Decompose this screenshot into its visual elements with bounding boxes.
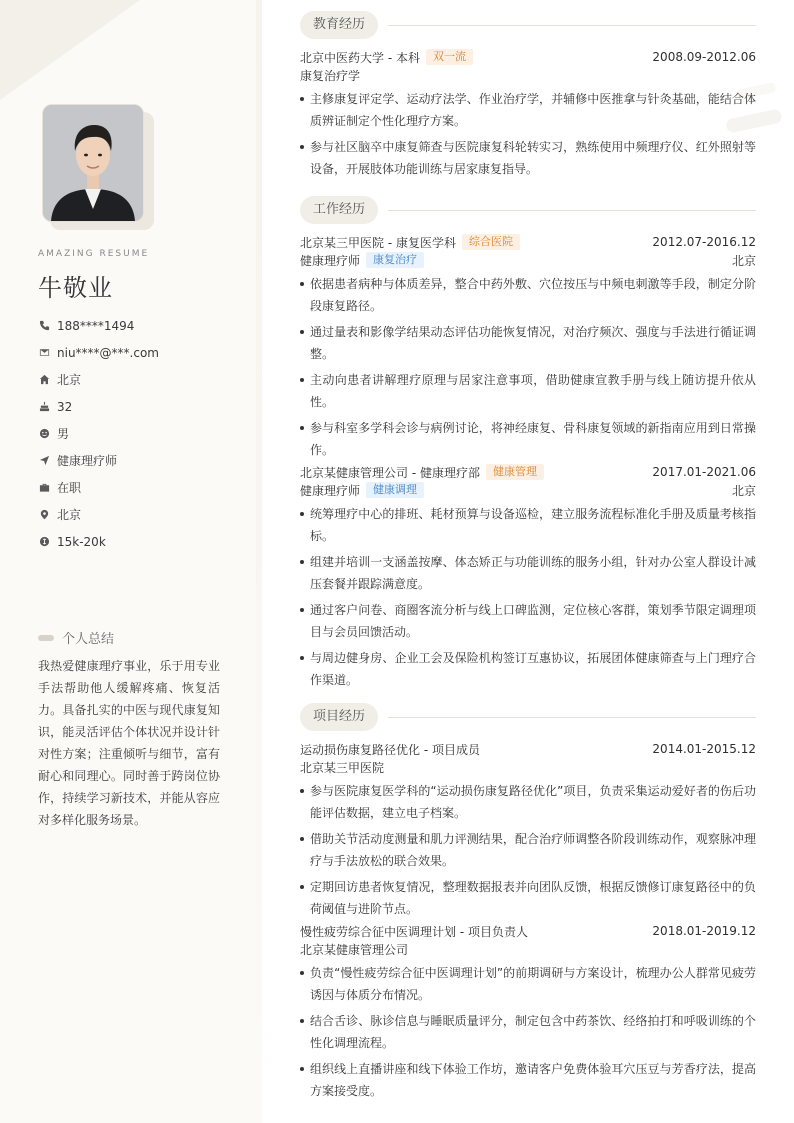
bullet-list: [300, 88, 756, 180]
bullet-item: 参与医院康复医学科的“运动损伤康复路径优化”项目，负责采集运动爱好者的伤后功能评估数据，建立电子档案。: [300, 780, 756, 824]
salary-icon: [38, 536, 50, 548]
contact-salary: [38, 528, 238, 555]
decorative-triangle: [0, 0, 140, 100]
role-tag: 健康调理: [366, 482, 424, 498]
contact-residence-text: 北京: [57, 373, 82, 387]
contact-gender-text: 男: [57, 427, 70, 441]
section-divider: [388, 210, 756, 211]
contact-age: [38, 393, 238, 420]
work-entry: [300, 463, 756, 691]
summary-text: 我热爱健康理疗事业，乐于用专业手法帮助他人缓解疼痛、恢复活力。具备扎实的中医与现代康复知识，能灵活评估个体状况并设计针对性方案；注重倾听与细节，富有耐心和同理心。同时善于跨岗位协作，持续学习新技术，并能从容应对多样化服务场景。: [38, 659, 220, 827]
work-title: 工作经历: [300, 196, 378, 224]
contact-salary-text: 15k-20k: [57, 534, 106, 549]
entry-date: 2018.01-2019.12: [652, 924, 756, 938]
bullet-item: 统筹理疗中心的排班、耗材预算与设备巡检，建立服务流程标准化手册及质量考核指标。: [300, 503, 756, 547]
brand-tagline: AMAZING RESUME: [38, 249, 150, 259]
bullet-item: 依据患者病种与体质差异，整合中药外敷、穴位按压与中频电刺激等手段，制定分阶段康复路径。: [300, 273, 756, 317]
bullet-item: 与周边健身房、企业工会及保险机构签订互惠协议，拓展团体健康筛查与上门理疗合作渠道。: [300, 647, 756, 691]
entry-header: [300, 922, 756, 940]
entry-header: [300, 233, 756, 251]
company-tag: 健康管理: [486, 464, 544, 480]
projects-header: [300, 702, 756, 732]
contact-gender: [38, 420, 238, 447]
contact-status: [38, 474, 238, 501]
summary-title: 个人总结: [62, 632, 115, 647]
cake-icon: [38, 401, 50, 413]
bullet-item: 参与社区脑卒中康复筛查与医院康复科轮转实习，熟练使用中频理疗仪、红外照射等设备，开展肢体功能训练与居家康复指导。: [300, 136, 756, 180]
bullet-item: 通过量表和影像学结果动态评估功能恢复情况，对治疗频次、强度与手法进行循证调整。: [300, 321, 756, 365]
contact-age-text: 32: [57, 399, 73, 414]
contact-position-text: 健康理疗师: [57, 454, 118, 468]
project-entry: [300, 922, 756, 1102]
education-entry: [300, 48, 756, 180]
profile-photo: [42, 104, 144, 222]
job-city: 北京: [731, 253, 756, 268]
phone-icon: [38, 320, 50, 332]
project-organization: 北京某三甲医院: [300, 760, 385, 775]
entry-subheader: [300, 940, 756, 958]
entry-subheader: [300, 758, 756, 776]
entry-date: 2014.01-2015.12: [652, 742, 756, 756]
bullet-item: 主修康复评定学、运动疗法学、作业治疗学，并辅修中医推拿与针灸基础，能结合体质辨证制定个性化理疗方案。: [300, 88, 756, 132]
bullet-item: 组建并培训一支涵盖按摩、体态矫正与功能训练的服务小组，针对办公室人群设计减压套餐并跟踪满意度。: [300, 551, 756, 595]
bullet-item: 定期回访患者恢复情况，整理数据报表并向团队反馈，根据反馈修订康复路径中的负荷阈值与进阶节点。: [300, 876, 756, 920]
gender-icon: [38, 428, 50, 440]
bullet-item: 结合舌诊、脉诊信息与睡眠质量评分，制定包含中药茶饮、经络拍打和呼吸训练的个性化调理流程。: [300, 1010, 756, 1054]
sidebar: [0, 0, 262, 1123]
company-tag: 综合医院: [462, 234, 520, 250]
projects-title: 项目经历: [300, 703, 378, 731]
contact-email: [38, 339, 238, 366]
contact-target-city-text: 北京: [57, 508, 82, 522]
company-department: 北京某健康管理公司 - 健康理疗部: [300, 465, 480, 480]
entry-date: 2008.09-2012.06: [652, 50, 756, 64]
contact-status-text: 在职: [57, 481, 82, 495]
entry-date: 2017.01-2021.06: [652, 465, 756, 479]
mail-icon: [38, 347, 50, 359]
major: 康复治疗学: [300, 68, 361, 83]
project-organization: 北京某健康管理公司: [300, 942, 409, 957]
contact-phone-text: 188****1494: [57, 318, 135, 333]
bullet-item: 主动向患者讲解理疗原理与居家注意事项，借助健康宣教手册与线上随访提升依从性。: [300, 369, 756, 413]
contact-email-text: niu****@***.com: [57, 345, 159, 360]
job-role: 健康理疗师: [300, 253, 361, 268]
bullet-item: 组织线上直播讲座和线下体验工作坊，邀请客户免费体验耳穴压豆与芳香疗法，提高方案接受度。: [300, 1058, 756, 1102]
education-header: [300, 10, 756, 40]
project-name-role: 运动损伤康复路径优化 - 项目成员: [300, 742, 480, 757]
home-icon: [38, 374, 50, 386]
location-pin-icon: [38, 509, 50, 521]
bullet-list: [300, 962, 756, 1102]
bullet-item: 负责“慢性疲劳综合征中医调理计划”的前期调研与方案设计，梳理办公人群常见疲劳诱因与体质分布情况。: [300, 962, 756, 1006]
bullet-item: 参与科室多学科会诊与病例讨论，将神经康复、骨科康复领域的新指南应用到日常操作。: [300, 417, 756, 461]
contact-position: [38, 447, 238, 474]
contact-list: [38, 312, 238, 555]
school-degree: 北京中医药大学 - 本科: [300, 50, 420, 65]
avatar-illustration: [43, 105, 143, 221]
education-section: [300, 10, 756, 180]
project-entry: [300, 740, 756, 920]
work-entry: [300, 233, 756, 461]
project-name-role: 慢性疲劳综合征中医调理计划 - 项目负责人: [300, 924, 528, 939]
work-section: [300, 195, 756, 691]
education-title: 教育经历: [300, 11, 378, 39]
work-header: [300, 195, 756, 225]
job-city: 北京: [731, 483, 756, 498]
summary-heading: [38, 628, 114, 647]
bullet-list: [300, 503, 756, 691]
job-role: 健康理疗师: [300, 483, 361, 498]
entry-date: 2012.07-2016.12: [652, 235, 756, 249]
entry-header: [300, 740, 756, 758]
briefcase-icon: [38, 482, 50, 494]
entry-subheader: [300, 481, 756, 499]
section-divider: [388, 717, 756, 718]
entry-header: [300, 48, 756, 66]
school-tag: 双一流: [426, 49, 473, 65]
bullet-list: [300, 273, 756, 461]
contact-target-city: [38, 501, 238, 528]
profile-photo-frame: [42, 104, 154, 230]
decorative-strip: [256, 0, 262, 1123]
summary-pill-marker: [38, 635, 54, 641]
bullet-list: [300, 780, 756, 920]
contact-residence: [38, 366, 238, 393]
company-department: 北京某三甲医院 - 康复医学科: [300, 235, 456, 250]
send-icon: [38, 455, 50, 467]
role-tag: 康复治疗: [366, 252, 424, 268]
contact-phone: [38, 312, 238, 339]
entry-subheader: [300, 66, 756, 84]
projects-section: [300, 702, 756, 1102]
candidate-name: 牛敬业: [38, 274, 113, 302]
bullet-item: 借助关节活动度测量和肌力评测结果，配合治疗师调整各阶段训练动作，观察脉冲理疗与手法放松的联合效果。: [300, 828, 756, 872]
entry-subheader: [300, 251, 756, 269]
bullet-item: 通过客户问卷、商圈客流分析与线上口碑监测，定位核心客群，策划季节限定调理项目与会员回馈活动。: [300, 599, 756, 643]
section-divider: [388, 25, 756, 26]
entry-header: [300, 463, 756, 481]
